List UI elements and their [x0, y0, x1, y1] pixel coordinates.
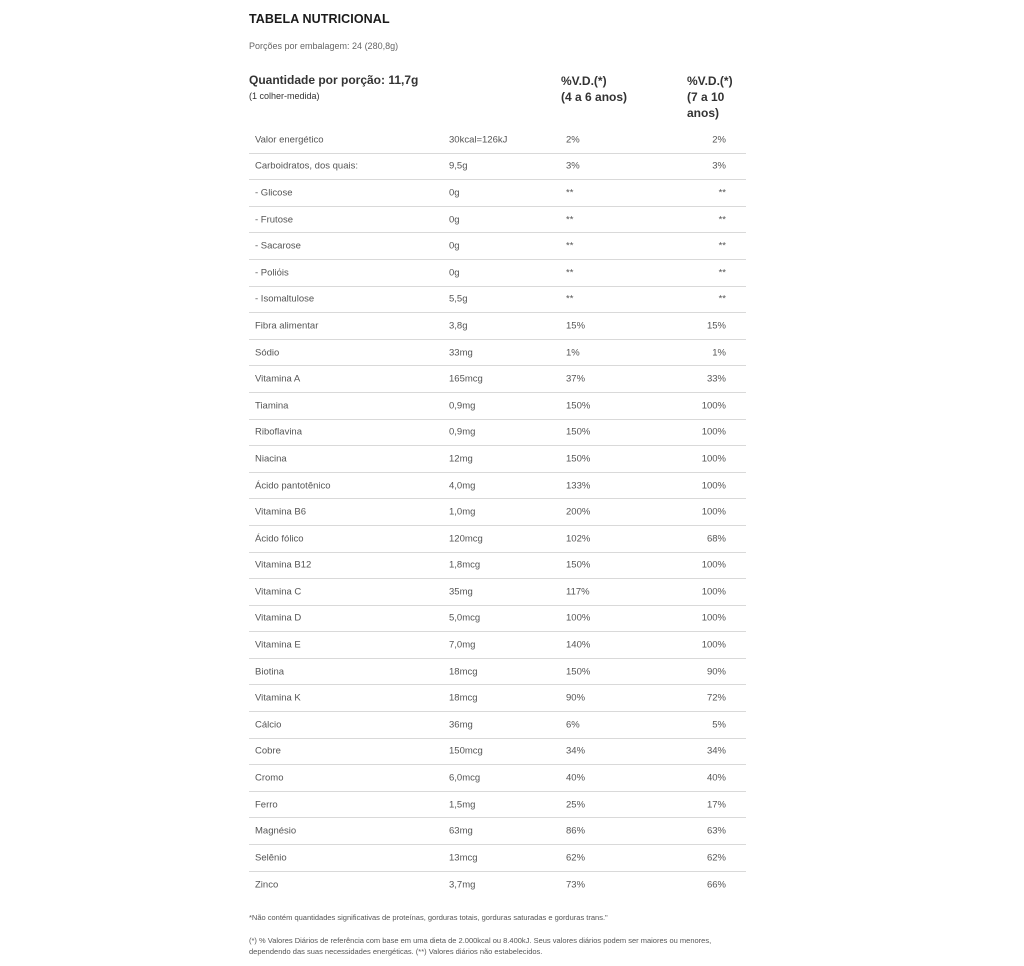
table-row — [249, 526, 746, 553]
table-row — [249, 765, 746, 792]
nutrient-amount: 120mcg — [449, 533, 483, 545]
table-row — [249, 366, 746, 393]
nutrient-name: Sódio — [255, 347, 280, 359]
nutrient-amount: 3,8g — [449, 320, 468, 332]
nutrient-name: Riboflavina — [255, 426, 302, 438]
vd-4-6-value: 6% — [566, 719, 580, 731]
vd-4-6-value: 1% — [566, 347, 580, 359]
vd-4-6-value: ** — [566, 187, 574, 199]
table-row — [249, 579, 746, 606]
table-row — [249, 287, 746, 314]
vd-4-6-value: 73% — [566, 879, 586, 891]
nutrient-name: Vitamina K — [255, 692, 301, 704]
nutrient-name: Cromo — [255, 772, 284, 784]
nutrient-amount: 7,0mg — [449, 639, 476, 651]
vd-7-10-value: 100% — [701, 400, 726, 412]
vd-4-6-value: 200% — [566, 506, 591, 518]
vd-4-6-value: 37% — [566, 373, 586, 385]
nutrient-amount: 1,0mg — [449, 506, 476, 518]
nutrient-name: Selênio — [255, 852, 287, 864]
nutrient-amount: 165mcg — [449, 373, 483, 385]
nutrient-amount: 6,0mcg — [449, 772, 481, 784]
vd-column-4-6-header: %V.D.(*) (4 a 6 anos) — [561, 74, 628, 104]
vd-4-6-value: 34% — [566, 745, 586, 757]
nutrient-name: - Sacarose — [255, 240, 301, 252]
nutrient-name: Ferro — [255, 799, 278, 811]
vd-7-10-value: 100% — [701, 506, 726, 518]
vd-7-10-value: 1% — [712, 347, 726, 359]
vd-4-6-value: 3% — [566, 160, 580, 172]
vd-7-10-value: 2% — [712, 134, 726, 146]
vd-7-10-value: 72% — [706, 692, 726, 704]
nutrient-amount: 0g — [449, 187, 460, 199]
vd-4-6-value: 117% — [566, 586, 590, 598]
nutrient-amount: 5,5g — [449, 293, 468, 305]
nutrient-amount: 63mg — [449, 825, 473, 837]
vd-7-10-value: 100% — [701, 480, 726, 492]
nutrient-name: Fibra alimentar — [255, 320, 319, 332]
vd-7-10-value: ** — [718, 293, 726, 305]
table-header — [249, 73, 746, 121]
nutrient-amount: 0,9mg — [449, 400, 476, 412]
nutrient-amount: 13mcg — [449, 852, 478, 864]
vd-4-6-value: 150% — [566, 559, 591, 571]
nutrient-amount: 5,0mcg — [449, 612, 481, 624]
nutrient-name: Tiamina — [255, 400, 289, 412]
vd-4-6-value: ** — [566, 240, 574, 252]
vd-7-10-value: 63% — [706, 825, 726, 837]
vd-7-10-value: 33% — [706, 373, 726, 385]
nutrient-amount: 9,5g — [449, 160, 468, 172]
nutrient-name: Ácido fólico — [255, 533, 304, 545]
table-row — [249, 473, 746, 500]
vd-4-6-value: ** — [566, 293, 574, 305]
nutrient-amount: 12mg — [449, 453, 473, 465]
nutrient-amount: 0g — [449, 267, 460, 279]
vd-7-10-value: 100% — [701, 639, 726, 651]
nutrient-amount: 18mcg — [449, 666, 478, 678]
table-row — [249, 313, 746, 340]
table-row — [249, 632, 746, 659]
vd-7-10-value: 3% — [712, 160, 726, 172]
nutrient-name: Vitamina C — [255, 586, 302, 598]
vd-7-10-value: 100% — [701, 426, 726, 438]
nutrient-amount: 35mg — [449, 586, 473, 598]
vd-7-10-value: ** — [718, 240, 726, 252]
vd-7-10-value: ** — [718, 187, 726, 199]
vd-4-6-value: 140% — [566, 639, 591, 651]
nutrient-name: Vitamina E — [255, 639, 301, 651]
vd-7-10-value: 66% — [706, 879, 726, 891]
vd-4-6-value: 150% — [566, 426, 591, 438]
nutrient-name: Cobre — [255, 745, 281, 757]
footnote-daily-values: (*) % Valores Diários de referência com base em uma dieta de 2.000kcal ou 8.400kJ. Seus valores diários podem ser maiores ou menores, dependendo das suas necessidades energéticas. (**) Valores diários não estabelecidos. — [249, 936, 712, 956]
vd-4-6-value: 40% — [566, 772, 586, 784]
table-row — [249, 792, 746, 819]
table-row — [249, 606, 746, 633]
vd-4-6-value: 150% — [566, 453, 591, 465]
vd-7-10-value: 17% — [706, 799, 726, 811]
table-row — [249, 340, 746, 367]
vd-4-6-value: ** — [566, 214, 574, 226]
serving-measure-label: (1 colher-medida) — [249, 91, 320, 101]
vd-7-10-value: ** — [718, 267, 726, 279]
table-row — [249, 127, 746, 154]
page-title: TABELA NUTRICIONAL — [249, 12, 390, 26]
table-row — [249, 154, 746, 181]
vd-7-10-value: 15% — [706, 320, 726, 332]
nutrient-name: Biotina — [255, 666, 285, 678]
nutrient-amount: 1,8mcg — [449, 559, 481, 571]
nutrient-name: Ácido pantotênico — [255, 480, 331, 492]
nutrient-amount: 150mcg — [449, 745, 483, 757]
vd-7-10-value: 34% — [706, 745, 726, 757]
nutrient-amount: 36mg — [449, 719, 473, 731]
nutrient-name: Vitamina B12 — [255, 559, 312, 571]
nutrient-amount: 1,5mg — [449, 799, 476, 811]
nutrient-name: Carboidratos, dos quais: — [255, 160, 358, 172]
nutrition-table — [249, 127, 746, 898]
table-row — [249, 739, 746, 766]
vd-column-7-10-header: %V.D.(*) (7 a 10 anos) — [687, 74, 733, 120]
nutrient-amount: 0g — [449, 214, 460, 226]
vd-4-6-value: 2% — [566, 134, 580, 146]
vd-4-6-value: 133% — [566, 480, 591, 492]
nutrient-name: - Poliόis — [255, 267, 289, 279]
nutrient-amount: 33mg — [449, 347, 473, 359]
table-row — [249, 393, 746, 420]
nutrient-name: Vitamina B6 — [255, 506, 307, 518]
table-row — [249, 685, 746, 712]
nutrient-name: - Isomaltulose — [255, 293, 315, 305]
vd-7-10-value: 100% — [701, 559, 726, 571]
vd-7-10-value: 100% — [701, 453, 726, 465]
nutrient-name: Magnésio — [255, 825, 297, 837]
table-row — [249, 553, 746, 580]
table-row — [249, 659, 746, 686]
vd-7-10-value: 100% — [701, 586, 726, 598]
table-row — [249, 420, 746, 447]
nutrient-amount: 0g — [449, 240, 460, 252]
vd-4-6-value: 15% — [566, 320, 586, 332]
table-row — [249, 446, 746, 473]
table-row — [249, 845, 746, 872]
nutrient-amount: 18mcg — [449, 692, 478, 704]
vd-4-6-value: 25% — [566, 799, 586, 811]
nutrient-name: Valor energético — [255, 134, 324, 146]
vd-7-10-value: 62% — [706, 852, 726, 864]
vd-7-10-value: 5% — [712, 719, 726, 731]
vd-4-6-value: ** — [566, 267, 574, 279]
vd-7-10-value: 40% — [706, 772, 726, 784]
vd-7-10-value: 100% — [701, 612, 726, 624]
serving-quantity-label: Quantidade por porção: 11,7g — [249, 73, 419, 87]
vd-4-6-value: 150% — [566, 666, 591, 678]
table-row — [249, 260, 746, 287]
table-row — [249, 207, 746, 234]
table-row — [249, 499, 746, 526]
nutrient-name: Vitamina D — [255, 612, 302, 624]
table-row — [249, 712, 746, 739]
nutrient-name: Zinco — [255, 879, 279, 891]
nutrient-name: Cálcio — [255, 719, 282, 731]
table-row — [249, 818, 746, 845]
vd-4-6-value: 86% — [566, 825, 586, 837]
vd-4-6-value: 102% — [566, 533, 591, 545]
vd-4-6-value: 62% — [566, 852, 586, 864]
vd-4-6-value: 90% — [566, 692, 586, 704]
vd-7-10-value: 68% — [706, 533, 726, 545]
nutrient-name: Niacina — [255, 453, 287, 465]
table-row — [249, 233, 746, 260]
vd-7-10-value: 90% — [706, 666, 726, 678]
vd-7-10-value: ** — [718, 214, 726, 226]
nutrient-name: - Glicose — [255, 187, 293, 199]
nutrient-amount: 30kcal=126kJ — [449, 134, 508, 146]
nutrient-amount: 4,0mg — [449, 480, 476, 492]
table-row — [249, 180, 746, 207]
footnote-not-significant: *Não contém quantidades significativas de proteínas, gorduras totais, gorduras saturadas e gorduras trans." — [249, 913, 608, 922]
vd-4-6-value: 100% — [566, 612, 591, 624]
vd-4-6-value: 150% — [566, 400, 591, 412]
table-row — [249, 872, 746, 899]
nutrient-amount: 0,9mg — [449, 426, 476, 438]
nutrient-amount: 3,7mg — [449, 879, 476, 891]
portions-text: Porções por embalagem: 24 (280,8g) — [249, 41, 399, 51]
nutrient-name: - Frutose — [255, 214, 294, 226]
nutrient-name: Vitamina A — [255, 373, 301, 385]
